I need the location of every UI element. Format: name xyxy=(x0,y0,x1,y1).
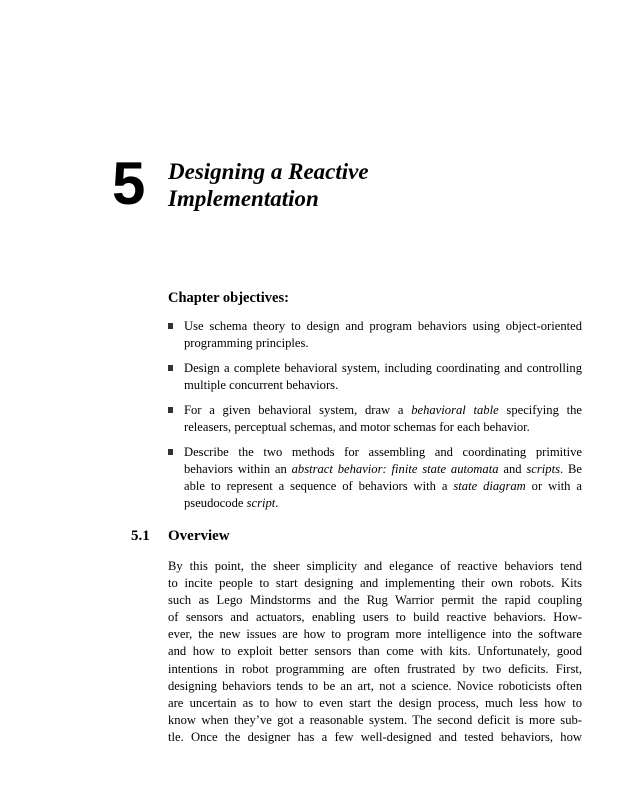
objective-term: state diagram xyxy=(453,479,526,493)
objectives-heading: Chapter objectives: xyxy=(168,290,289,306)
objective-term: behavioral table xyxy=(411,403,499,417)
objective-text: and xyxy=(498,462,527,476)
bullet-icon xyxy=(168,365,173,371)
objective-term: scripts xyxy=(526,462,560,476)
objective-item xyxy=(168,360,582,394)
body-line: ever, the new issues are how to program more intelligence into the software xyxy=(168,627,582,642)
chapter-title-line-1: Designing a Reactive xyxy=(168,159,369,184)
bullet-icon xyxy=(168,323,173,329)
objectives-list xyxy=(168,318,582,520)
objective-text: specifying the releasers, perceptual schemas, and motor schemas for each behavior. xyxy=(184,403,582,434)
objective-item xyxy=(168,402,582,436)
body-line: such as Lego Mindstorms and the Rug Warrior permit the rapid coupling xyxy=(168,593,582,608)
objective-text: Design a complete behavioral system, including coordinating and controlling multiple concurrent behaviors. xyxy=(184,361,582,392)
body-line: By this point, the sheer simplicity and elegance of reactive behaviors tend xyxy=(168,559,582,573)
objective-text: Describe the two methods for assembling and coordinating primitive behaviors within an xyxy=(184,445,582,476)
bullet-icon xyxy=(168,407,173,413)
body-line: intentions in robot programming are often frustrated by two deficits. First, xyxy=(168,661,582,676)
objective-item xyxy=(168,318,582,352)
objective-text: . xyxy=(275,496,279,510)
body-line: tle. Once the designer has a few well-designed and tested behaviors, how xyxy=(168,729,582,744)
body-line: and how to exploit better sensors than come with kits. Unfortunately, good xyxy=(168,644,582,659)
body-line: designing behaviors tends to be an art, not a science. Novice roboticists often xyxy=(168,678,582,693)
objective-text: . Be able to represent a sequence of behaviors with a xyxy=(184,462,582,493)
body-paragraph xyxy=(168,558,582,746)
chapter-title-line-2: Implementation xyxy=(168,186,319,211)
objective-item xyxy=(168,444,582,512)
objective-text: For a given behavioral system, draw a xyxy=(184,403,412,417)
chapter-title xyxy=(168,158,528,212)
objective-text: Use schema theory to design and program behaviors using object-oriented programming principles. xyxy=(184,319,582,350)
section-number: 5.1 xyxy=(131,528,150,544)
objective-term: script xyxy=(246,496,276,510)
objective-term: abstract behavior: finite state automata xyxy=(291,462,499,476)
body-line: are uncertain as to how to even start the design process, much less how to xyxy=(168,695,582,710)
bullet-icon xyxy=(168,449,173,455)
section-title: Overview xyxy=(168,528,230,544)
chapter-number: 5 xyxy=(112,150,146,217)
body-line: to incite people to start designing and implementing their own robots. Kits xyxy=(168,576,582,591)
objective-text: or with a pseudocode xyxy=(184,479,582,510)
body-line: know when they’ve got a reasonable system. The second deficit is more sub- xyxy=(168,712,582,727)
body-line: of sensors and actuators, enabling users to build reactive behaviors. How- xyxy=(168,610,582,625)
